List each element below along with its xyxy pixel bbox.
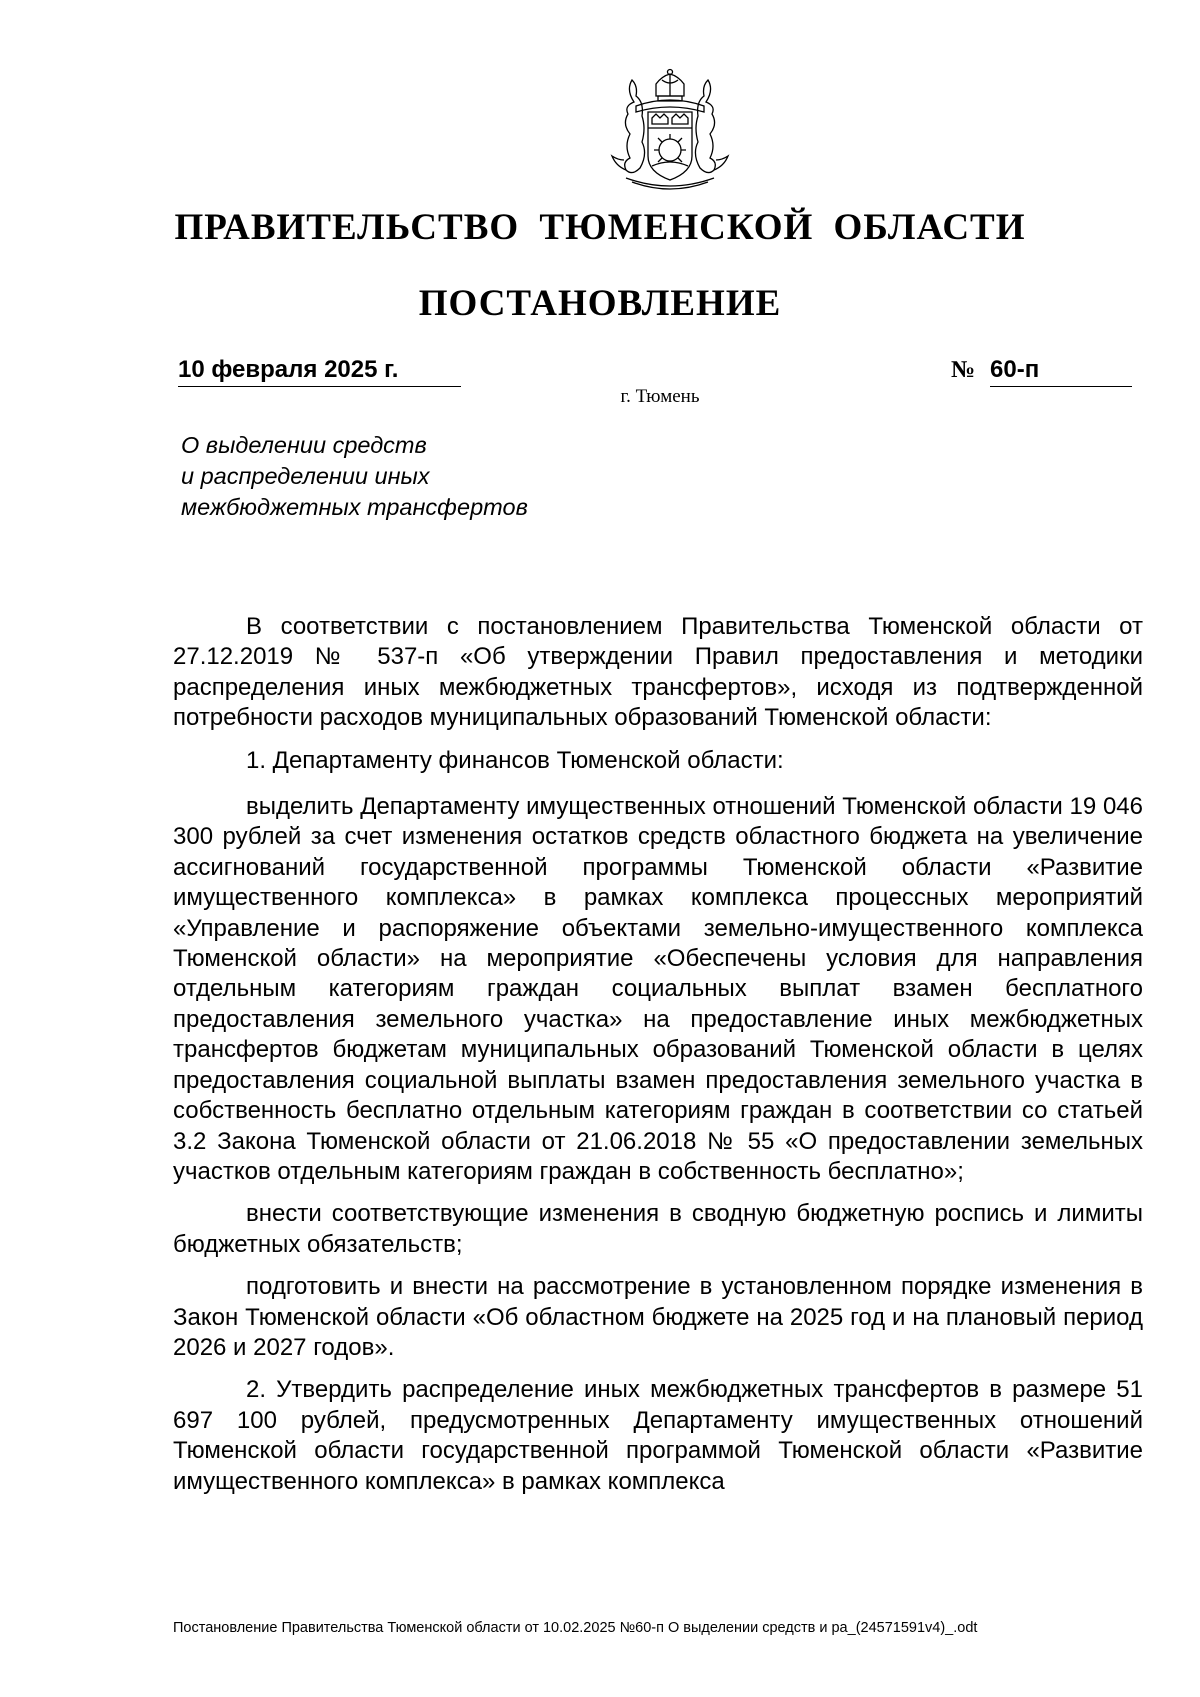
city: г. Тюмень <box>620 386 700 407</box>
body-paragraph: 1. Департаменту финансов Тюменской области: <box>246 746 784 774</box>
body-paragraph: внести соответствующие изменения в сводную бюджетную роспись и лимиты бюджетных обязательств; <box>173 1200 1143 1258</box>
body-paragraph: 2. Утвердить распределение иных межбюджетных трансфертов в размере 51 697 100 рублей, предусмотренных Департаменту имущественных отношений Тюменской области государственной программой Тюменской области «Развитие имущественного комплекса» в рамках комплекса <box>173 1376 1143 1495</box>
number-sign: № <box>951 357 976 383</box>
body-paragraph: выделить Департаменту имущественных отношений Тюменской области 19 046 300 рублей за счет изменения остатков средств областного бюджета на увеличение ассигнований государственной программы Тюменской области «Развитие имущественного комплекса» в рамках комплекса процессных мероприятий «Управление и распоряжение объектами земельно-имущественного комплекса Тюменской области» на мероприятие «Обеспечены условия для направления отдельным категориям граждан социальных выплат взамен бесплатного предоставления земельного участка» на предоставление иных межбюджетных трансфертов бюджетам муниципальных образований Тюменской области в целях предоставления социальной выплаты взамен предоставления земельного участка в собственность бесплатно отдельным категориям граждан в соответствии со статьей 3.2 Закона Тюменской области от 21.06.2018 № 55 «О предоставлении земельных участков отдельным категориям граждан в собственность бесплатно»; <box>173 793 1143 1185</box>
document-type: ПОСТАНОВЛЕНИЕ <box>418 283 782 324</box>
document-number: 60-п <box>990 355 1132 387</box>
body-paragraph: В соответствии с постановлением Правительства Тюменской области от 27.12.2019 № 537-п «Об утверждении Правил предоставления и методики распределения иных межбюджетных трансфертов», исходя из подтвержденной потребности расходов муниципальных образований Тюменской области: <box>173 613 1143 732</box>
document-body <box>173 612 1143 1509</box>
subject-line: О выделении средств <box>181 432 427 458</box>
page-footer: Постановление Правительства Тюменской области от 10.02.2025 №60-п О выделении средств и ра_(24571591v4)_.odt <box>173 1620 978 1636</box>
body-paragraph: подготовить и внести на рассмотрение в установленном порядке изменения в Закон Тюменской области «Об областном бюджете на 2025 год и на плановый период 2026 и 2027 годов». <box>173 1273 1143 1361</box>
document-subject <box>181 430 528 523</box>
coat-of-arms-icon <box>596 66 744 192</box>
document-date: 10 февраля 2025 г. <box>178 355 461 387</box>
subject-line: межбюджетных трансфертов <box>181 494 528 520</box>
organization-title: ПРАВИТЕЛЬСТВО ТЮМЕНСКОЙ ОБЛАСТИ <box>174 207 1026 248</box>
subject-line: и распределении иных <box>181 463 430 489</box>
